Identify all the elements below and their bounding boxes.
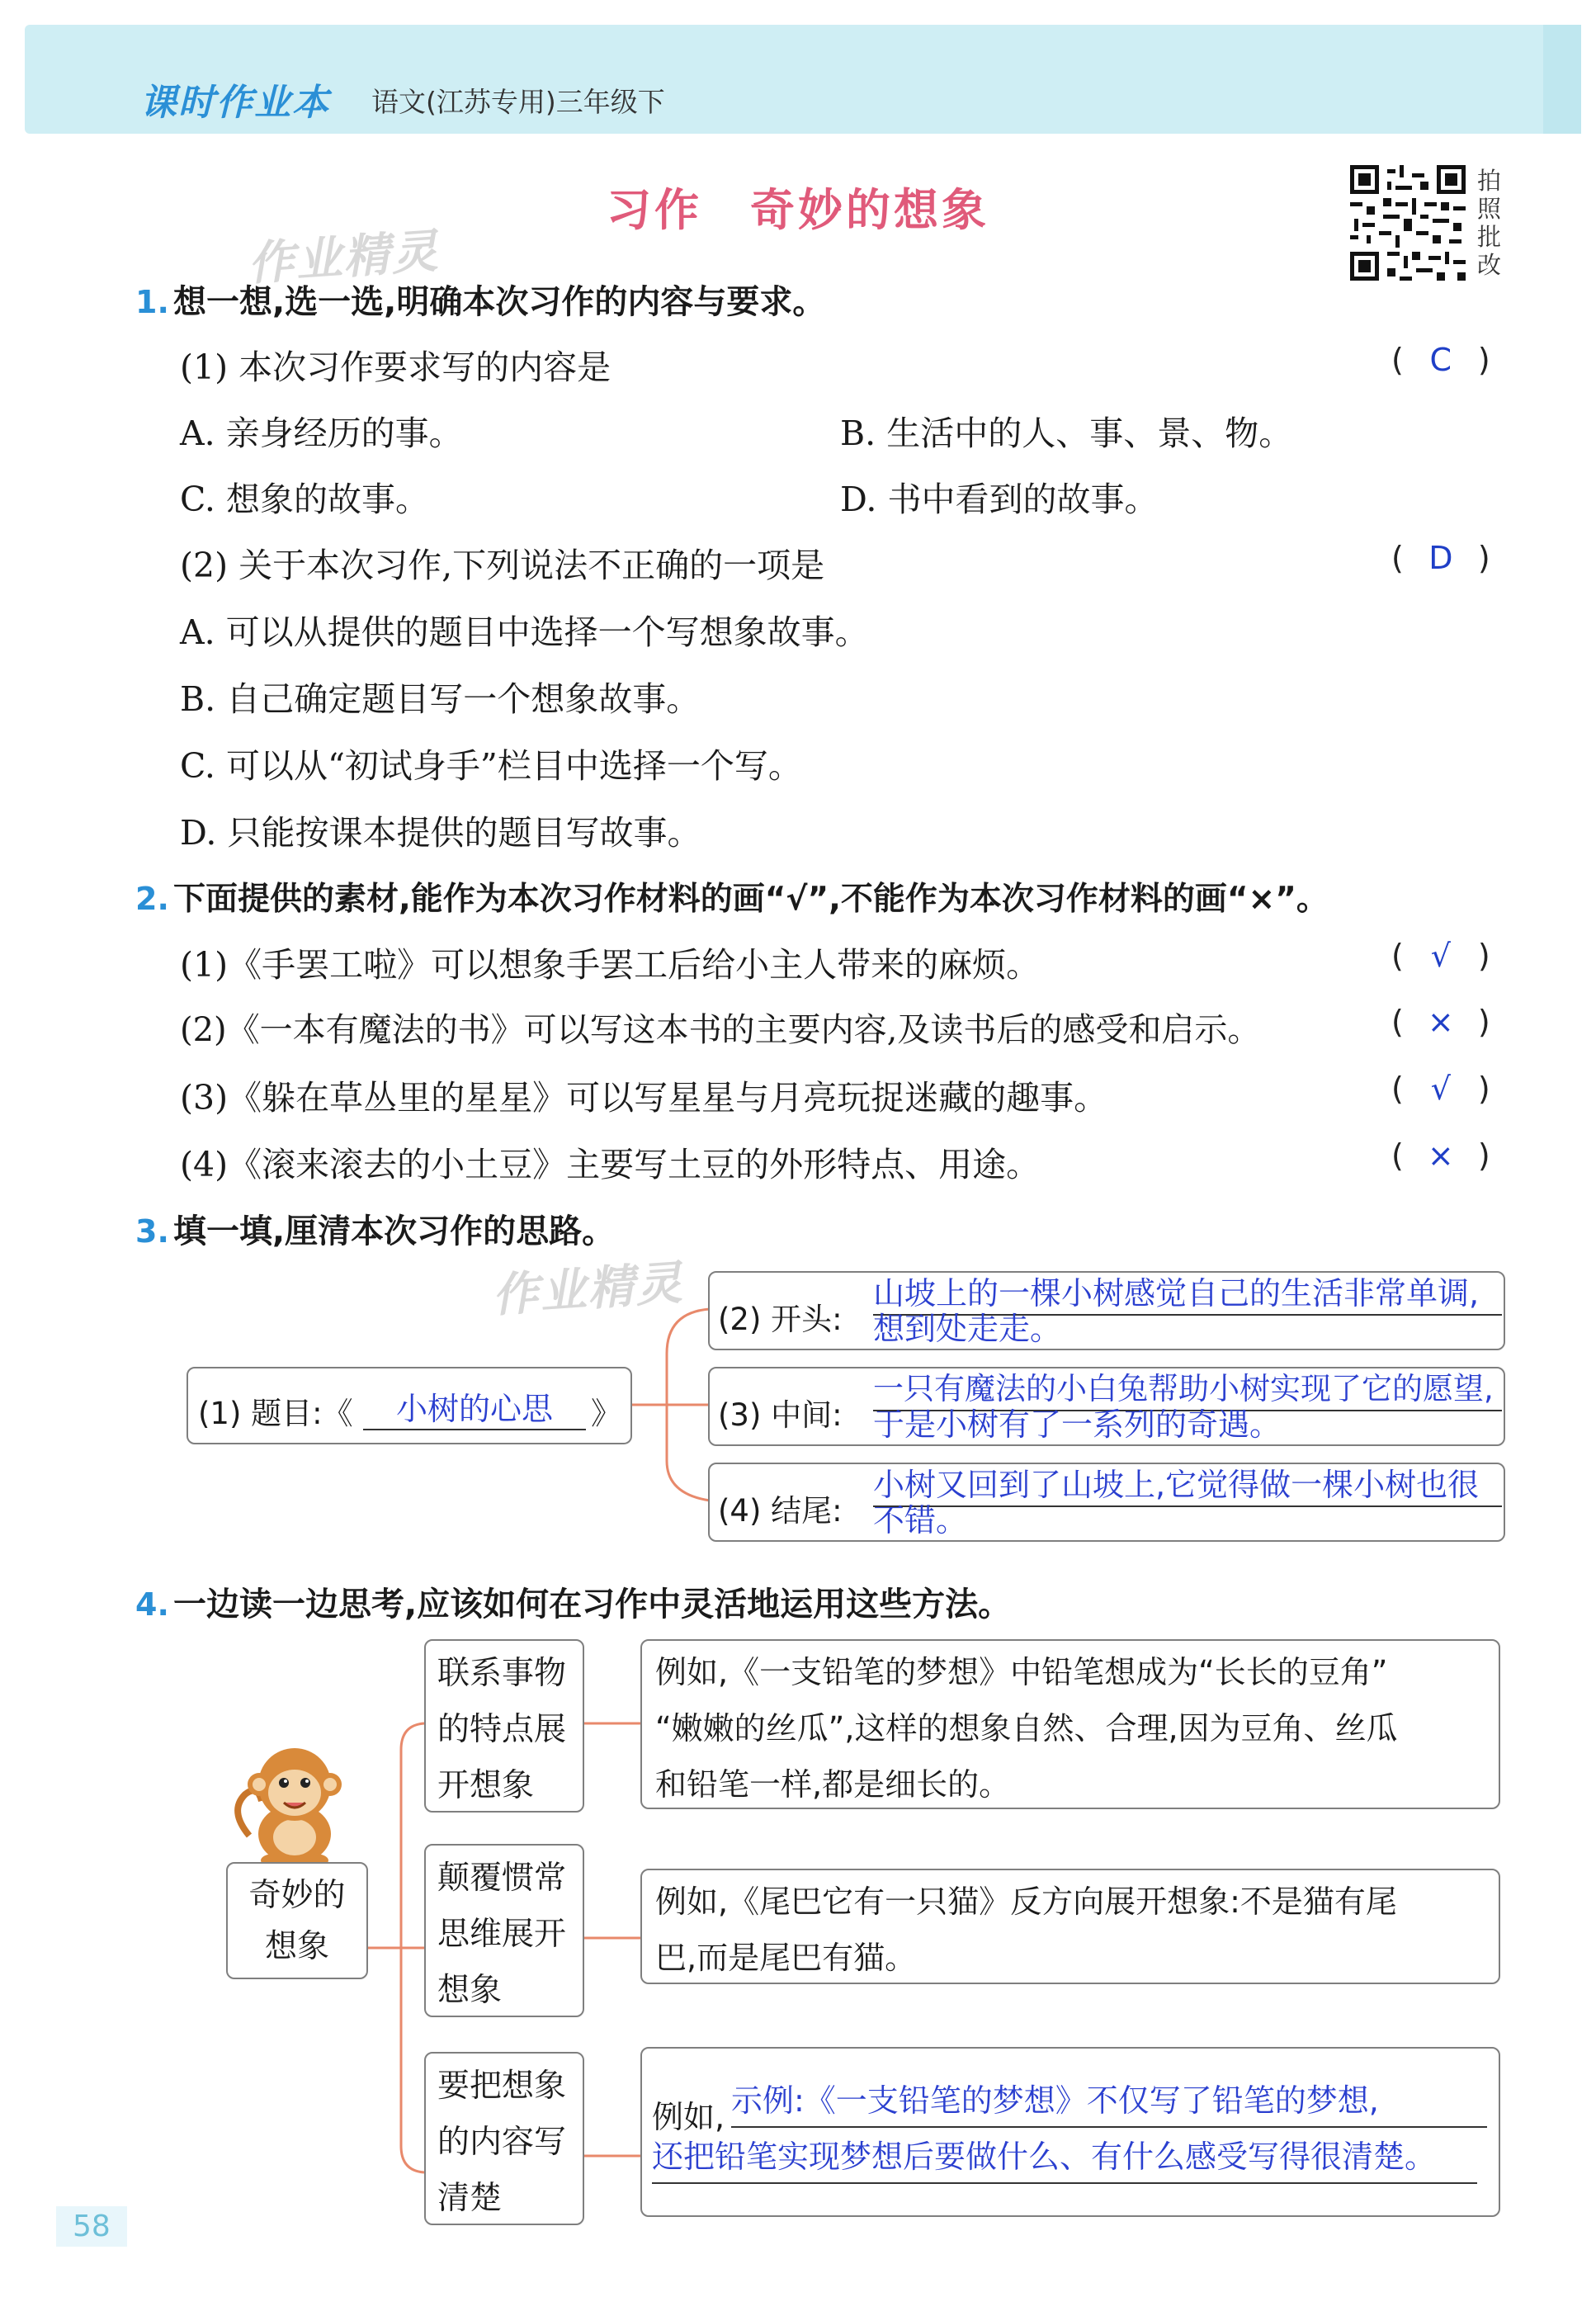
option: C. 可以从“初试身手”栏目中选择一个写。	[180, 746, 802, 786]
method-box: 要把想象 的内容写 清楚	[424, 2052, 584, 2225]
topic-label: (1) 题目:《	[198, 1396, 353, 1431]
middle-answer[interactable]: 一只有魔法的小白兔帮助小树实现了它的愿望, 于是小树有了一系列的奇遇。	[873, 1368, 1502, 1441]
answer-mark: √	[1430, 938, 1451, 974]
answer-mark: ×	[1427, 1004, 1454, 1040]
option: A. 可以从提供的题目中选择一个写想象故事。	[180, 612, 869, 652]
watermark: 作业精灵	[490, 1255, 686, 1324]
q2-answer-box[interactable]: ( √ )	[1391, 1071, 1490, 1107]
root-label: 想象	[264, 1928, 329, 1965]
q1-sub2-stem: (2) 关于本次习作,下列说法不正确的一项是	[180, 546, 825, 585]
watermark: 作业精灵	[246, 224, 441, 292]
method-box: 联系事物 的特点展 开想象	[424, 1639, 584, 1813]
option: D. 只能按课本提供的题目写故事。	[180, 813, 701, 853]
example-answer[interactable]: 示例:《一支铅笔的梦想》不仅写了铅笔的梦想,	[731, 2075, 1487, 2128]
qr-caption: 拍 照 批 改	[1477, 167, 1502, 279]
method-box: 颠覆惯常 思维展开 想象	[424, 1844, 584, 2017]
question-2-text: 下面提供的素材,能作为本次习作材料的画“√”,不能作为本次习作材料的画“×”。	[172, 881, 1329, 918]
series-title: 课时作业本	[140, 82, 330, 124]
q1-sub1-answer-box[interactable]: ( C )	[1391, 342, 1490, 378]
option: A. 亲身经历的事。	[180, 414, 463, 453]
q2-item: (3)《躲在草丛里的星星》可以写星星与月亮玩捉迷藏的趣事。	[180, 1078, 1108, 1118]
q2-answer-box[interactable]: ( × )	[1391, 1004, 1490, 1040]
topic-answer[interactable]: 小树的心思	[363, 1383, 586, 1430]
opening-answer[interactable]: 山坡上的一棵小树感觉自己的生活非常单调, 想到处走走。	[873, 1273, 1502, 1345]
answer-text: D	[1428, 540, 1453, 576]
subject-label: 语文(江苏专用)三年级下	[371, 86, 665, 118]
question-3: 3. 填一填,厘清本次习作的思路。	[135, 1212, 616, 1250]
page-title: 习作 奇妙的想象	[607, 184, 989, 236]
example-box-answer	[640, 2047, 1500, 2217]
page-number: 58	[56, 2206, 127, 2247]
question-1: 1. 想一想,选一选,明确本次习作的内容与要求。	[135, 283, 826, 321]
middle-box	[708, 1367, 1505, 1446]
q2-answer-box[interactable]: ( × )	[1391, 1137, 1490, 1174]
root-box	[226, 1862, 368, 1979]
answer-mark: ×	[1427, 1137, 1454, 1174]
question-1-text: 想一想,选一选,明确本次习作的内容与要求。	[172, 283, 826, 321]
question-2: 2. 下面提供的素材,能作为本次习作材料的画“√”,不能作为本次习作材料的画“×”。	[135, 881, 1329, 918]
answer-text: C	[1429, 342, 1452, 378]
branch-label: (4) 结尾:	[718, 1493, 843, 1529]
q2-item: (4)《滚来滚去的小土豆》主要写土豆的外形特点、用途。	[180, 1145, 1041, 1184]
option: C. 想象的故事。	[180, 480, 429, 519]
question-4: 4. 一边读一边思考,应该如何在习作中灵活地运用这些方法。	[135, 1586, 1012, 1624]
branch-label: (2) 开头:	[718, 1302, 843, 1337]
q2-item: (2)《一本有魔法的书》可以写这本书的主要内容,及读书后的感受和启示。	[180, 1011, 1261, 1049]
option: D. 书中看到的故事。	[840, 480, 1159, 519]
q1-sub2-answer-box[interactable]: ( D )	[1391, 540, 1490, 576]
answer-mark: √	[1430, 1071, 1451, 1107]
topic-close: 》	[591, 1396, 621, 1431]
example-answer[interactable]: 还把铅笔实现梦想后要做什么、有什么感受写得很清楚。	[652, 2131, 1477, 2184]
q2-item: (1)《手罢工啦》可以想象手罢工后给小主人带来的麻烦。	[180, 945, 1041, 985]
example-box: 例如,《一支铅笔的梦想》中铅笔想成为“长长的豆角” “嫩嫩的丝瓜”,这样的想象自然、合理,因为豆角、丝瓜 和铅笔一样,都是细长的。	[640, 1639, 1500, 1809]
topic-box	[187, 1367, 632, 1444]
q2-answer-box[interactable]: ( √ )	[1391, 938, 1490, 974]
example-prefix: 例如,	[652, 2099, 725, 2135]
monkey-icon	[224, 1737, 357, 1869]
ending-box	[708, 1463, 1505, 1542]
option: B. 生活中的人、事、景、物。	[840, 414, 1293, 453]
question-3-text: 填一填,厘清本次习作的思路。	[172, 1212, 616, 1250]
question-4-text: 一边读一边思考,应该如何在习作中灵活地运用这些方法。	[172, 1586, 1012, 1624]
ending-answer[interactable]: 小树又回到了山坡上,它觉得做一棵小树也很 不错。	[873, 1464, 1502, 1537]
opening-box	[708, 1271, 1505, 1350]
example-box: 例如,《尾巴它有一只猫》反方向展开想象:不是猫有尾 巴,而是尾巴有猫。	[640, 1869, 1500, 1984]
q1-sub1-stem: (1) 本次习作要求写的内容是	[180, 347, 611, 387]
root-label: 奇妙的	[248, 1877, 346, 1914]
option: B. 自己确定题目写一个想象故事。	[180, 679, 701, 719]
branch-label: (3) 中间:	[718, 1397, 843, 1433]
